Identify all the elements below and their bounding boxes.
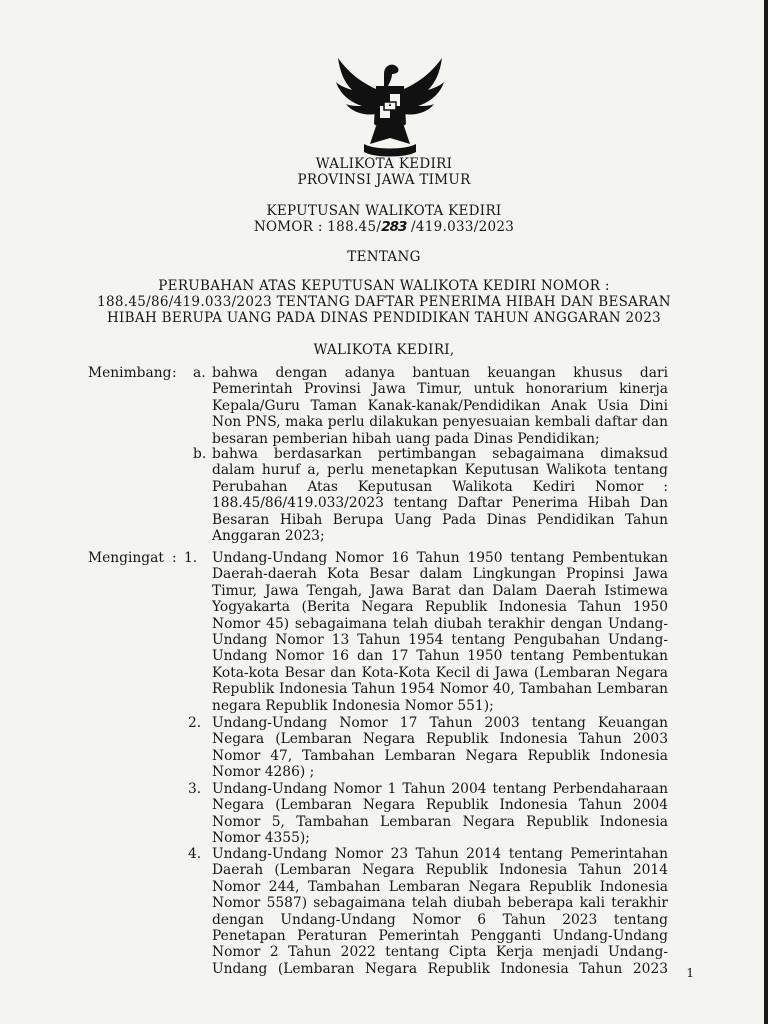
text-line: Nomor 2 Tahun 2022 tentang Cipta Kerja menjadi Undang- (212, 944, 668, 961)
text-line: Yogyakarta (Berita Negara Republik Indonesia Tahun 1950 (212, 599, 668, 616)
subject-line-3: HIBAH BERUPA UANG PADA DINAS PENDIDIKAN TAHUN ANGGARAN 2023 (106, 310, 662, 326)
text-line: Undang-Undang Nomor 17 Tahun 2003 tentang Keuangan (212, 715, 668, 731)
text-line: Besaran Hibah Berupa Uang Pada Dinas Pendidikan Tahun (212, 511, 668, 528)
text-line: Negara (Lembaran Negara Republik Indonesia Tahun 2003 (212, 731, 668, 748)
mengingat-colon: : (172, 550, 177, 566)
text-line: Nomor 4355); (212, 830, 310, 847)
text-line: Undang Nomor 16 dan 17 Tahun 1950 tentang Pembentukan (212, 648, 668, 665)
mengingat-item-3 (212, 781, 668, 847)
menimbang-item-b (212, 446, 668, 544)
issuer-line-1: WALIKOTA KEDIRI (315, 156, 453, 172)
decision-number (0, 219, 768, 235)
text-line: negara Republik Indonesia Nomor 551); (212, 697, 494, 714)
text-line: Kota-kota Besar dan Kota-Kota Kecil di Jawa (Lembaran Negara (212, 664, 668, 681)
text-line: Perubahan Atas Keputusan Walikota Kediri Nomor : (212, 478, 668, 495)
subject-line-2: 188.45/86/419.033/2023 TENTANG DAFTAR PENERIMA HIBAH DAN BESARAN (97, 294, 671, 310)
menimbang-item-a (212, 365, 668, 447)
text-line: Kepala/Guru Taman Kanak-kanak/Pendidikan Anak Usia Dini (212, 397, 668, 414)
about-heading: TENTANG (347, 249, 421, 265)
text-line: dalam huruf a, perlu menetapkan Keputusan Walikota tentang (212, 462, 668, 479)
mengingat-item-4 (212, 846, 668, 977)
text-line: Daerah-daerah Kota Besar dalam Lingkungan Propinsi Jawa (212, 566, 668, 583)
text-line: Nomor 4286) ; (212, 764, 315, 781)
text-line: Negara (Lembaran Negara Republik Indonesia Tahun 2004 (212, 797, 668, 814)
text-line: Undang-Undang Nomor 23 Tahun 2014 tentang Pemerintahan (212, 846, 668, 862)
menimbang-label: Menimbang (88, 365, 172, 381)
text-line: Undang-Undang Nomor 16 Tahun 1950 tentang Pembentukan (212, 550, 668, 566)
decision-title: KEPUTUSAN WALIKOTA KEDIRI (266, 203, 502, 219)
text-line: Anggaran 2023; (212, 528, 325, 545)
text-line: Daerah (Lembaran Negara Republik Indonesia Tahun 2014 (212, 862, 668, 879)
menimbang-marker-b: b. (193, 446, 207, 462)
text-line: besaran pemberian hibah uang pada Dinas Pendidikan; (212, 430, 600, 447)
text-line: Pemerintah Provinsi Jawa Timur, untuk honorarium kinerja (212, 381, 668, 398)
mengingat-marker-1: 1. (184, 550, 198, 566)
text-line: Undang Nomor 13 Tahun 1954 tentang Pengubahan Undang- (212, 632, 668, 649)
decision-number-handwritten: 283 (381, 219, 407, 235)
scan-edge (764, 0, 768, 1024)
text-line: Nomor 5587) sebagaimana telah diubah beberapa kali terakhir (212, 895, 668, 912)
menimbang-marker-a: a. (193, 365, 206, 381)
mengingat-marker-3: 3. (188, 781, 202, 797)
text-line: Republik Indonesia Tahun 1954 Nomor 40, Tambahan Lembaran (212, 681, 668, 698)
text-line: Nomor 244, Tambahan Lembaran Negara Republik Indonesia (212, 878, 668, 895)
decision-number-suffix: /419.033/2023 (406, 219, 515, 235)
subject-line-1: PERUBAHAN ATAS KEPUTUSAN WALIKOTA KEDIRI NOMOR : (158, 278, 610, 294)
mengingat-item-2 (212, 715, 668, 781)
text-line: Nomor 47, Tambahan Lembaran Negara Republik Indonesia (212, 747, 668, 764)
text-line: Penetapan Peraturan Pemerintah Pengganti Undang-Undang (212, 928, 668, 945)
issuer-line-2: PROVINSI JAWA TIMUR (297, 172, 471, 188)
page-number: 1 (686, 966, 694, 980)
text-line: Timur, Jawa Tengah, Jawa Barat dan Dalam Daerah Istimewa (212, 582, 668, 599)
decision-number-prefix: NOMOR : 188.45/ (253, 219, 382, 235)
garuda-emblem-icon (330, 52, 450, 158)
text-line: bahwa berdasarkan pertimbangan sebagaimana dimaksud (212, 446, 668, 462)
text-line: Undang (Lembaran Negara Republik Indonesia Tahun 2023 (212, 960, 668, 977)
text-line: Nomor 45) sebagaimana telah diubah terakhir dengan Undang- (212, 615, 668, 632)
issuer-salutation: WALIKOTA KEDIRI, (313, 342, 455, 358)
text-line: Nomor 5, Tambahan Lembaran Negara Republik Indonesia (212, 813, 668, 830)
text-line: bahwa dengan adanya bantuan keuangan khusus dari (212, 365, 668, 381)
menimbang-colon: : (172, 365, 177, 381)
mengingat-item-1 (212, 550, 668, 714)
text-line: 188.45/86/419.033/2023 tentang Daftar Penerima Hibah Dan (212, 495, 668, 512)
mengingat-label: Mengingat (88, 550, 164, 566)
text-line: dengan Undang-Undang Nomor 6 Tahun 2023 tentang (212, 911, 668, 928)
mengingat-marker-2: 2. (188, 715, 202, 731)
mengingat-marker-4: 4. (188, 846, 202, 862)
text-line: Non PNS, maka perlu dilakukan penyesuaian kembali daftar dan (212, 414, 668, 431)
text-line: Undang-Undang Nomor 1 Tahun 2004 tentang Perbendaharaan (212, 781, 668, 797)
